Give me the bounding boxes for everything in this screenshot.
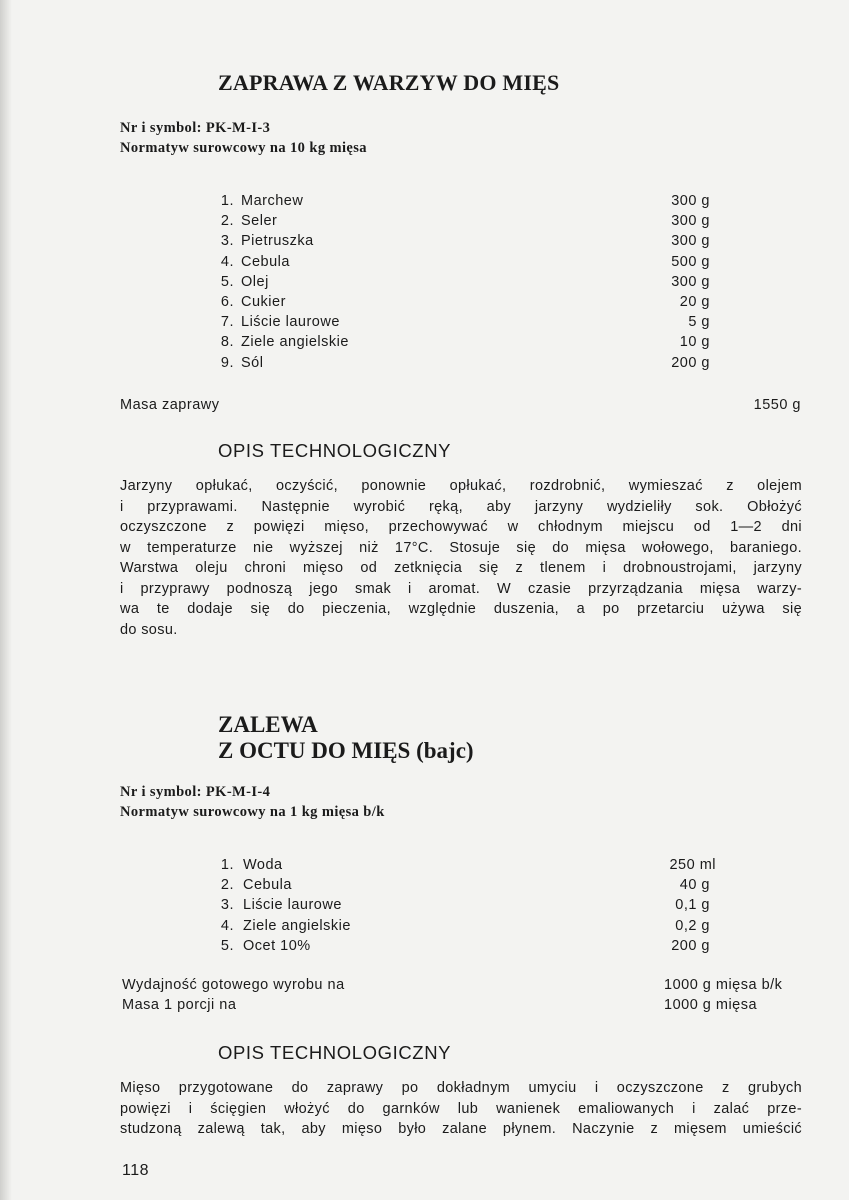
recipe1-title: ZAPRAWA Z WARZYW DO MIĘS — [218, 70, 560, 95]
page-number: 118 — [122, 1162, 150, 1179]
ingredient-row: 3. Liście laurowe 0,1 g — [220, 897, 710, 914]
ingredient-row: 5. Olej 300 g — [220, 273, 710, 290]
ingredient-row: 2. Cebula 40 g — [220, 877, 710, 894]
recipe2-norm: Normatyw surowcowy na 1 kg mięsa b/k — [120, 804, 385, 820]
recipe2-opis-heading: OPIS TECHNOLOGICZNY — [218, 1042, 452, 1063]
recipe1-opis-paragraph: Jarzyny opłukać, oczyścić, ponownie opłukać, rozdrobnić, wymieszać z olejem i przyprawami. Następnie wyrobić ręką, aby jarzyny wydzieliły sok. Obłożyć oczyszczone z powięzi mięso, przechowywać w chłodnym miejscu od 1—2 dni w temperaturze nie wyższej niż 17°C. Stosuje się do mięsa wołowego, baraniego. Warstwa oleju chroni mięso od zetknięcia się z tlenem i drobnoustrojami, jarzyny i przyprawy podnoszą jego smak i aromat. W czasie przyrządzania mięsa warzy- wa te dodaje się do pieczenia, względnie duszenia, a po przetarciu używa się do sosu. — [120, 478, 802, 638]
recipe2-portion-label: Masa 1 porcji na — [122, 997, 237, 1013]
ingredient-row: 2. Seler 300 g — [220, 213, 710, 230]
recipe2-yield-value: 1000 g mięsa b/k — [664, 977, 783, 993]
recipe1-symbol: Nr i symbol: PK-M-I-3 — [120, 120, 271, 136]
ingredient-row: 4. Cebula 500 g — [220, 253, 710, 270]
recipe1-mass-value: 1550 g — [753, 397, 801, 413]
recipe1-ingredient-list — [210, 193, 710, 375]
ingredient-row: 1. Marchew 300 g — [220, 193, 710, 209]
ingredient-row: 5. Ocet 10% 200 g — [220, 937, 710, 954]
recipe1-norm: Normatyw surowcowy na 10 kg mięsa — [120, 140, 367, 156]
ingredient-row: 9. Sól 200 g — [220, 354, 710, 371]
recipe2-title-suffix: (bajc) — [416, 738, 474, 763]
recipe2-portion-value: 1000 g mięsa — [664, 997, 758, 1013]
recipe2-symbol: Nr i symbol: PK-M-I-4 — [120, 784, 271, 800]
page-edge-shadow — [0, 0, 12, 1200]
ingredient-row: 3. Pietruszka 300 g — [220, 233, 710, 250]
recipe2-ingredient-list — [210, 857, 716, 958]
recipe1-opis-heading: OPIS TECHNOLOGICZNY — [218, 440, 452, 461]
recipe2-title-line1: ZALEWA — [218, 712, 318, 737]
recipe1-mass-label: Masa zaprawy — [120, 397, 220, 413]
ingredient-row: 1. Woda 250 ml — [220, 857, 716, 873]
recipe2-yield-label: Wydajność gotowego wyrobu na — [122, 977, 345, 993]
ingredient-row: 4. Ziele angielskie 0,2 g — [220, 917, 710, 934]
recipe2-opis-paragraph: Mięso przygotowane do zaprawy po dokładnym umyciu i oczyszczone z grubych powięzi i ścięgien włożyć do garnków lub wanienek emaliowanych i zalać prze- studzoną zalewą tak, aby mięso było zalane płynem. Naczynie z mięsem umieścić — [120, 1080, 802, 1137]
recipe2-title-line2: Z OCTU DO MIĘS (bajc) — [218, 738, 474, 763]
ingredient-row: 8. Ziele angielskie 10 g — [220, 334, 710, 351]
recipe2-title — [218, 712, 474, 764]
ingredient-row: 7. Liście laurowe 5 g — [220, 314, 710, 331]
ingredient-row: 6. Cukier 20 g — [220, 293, 710, 310]
